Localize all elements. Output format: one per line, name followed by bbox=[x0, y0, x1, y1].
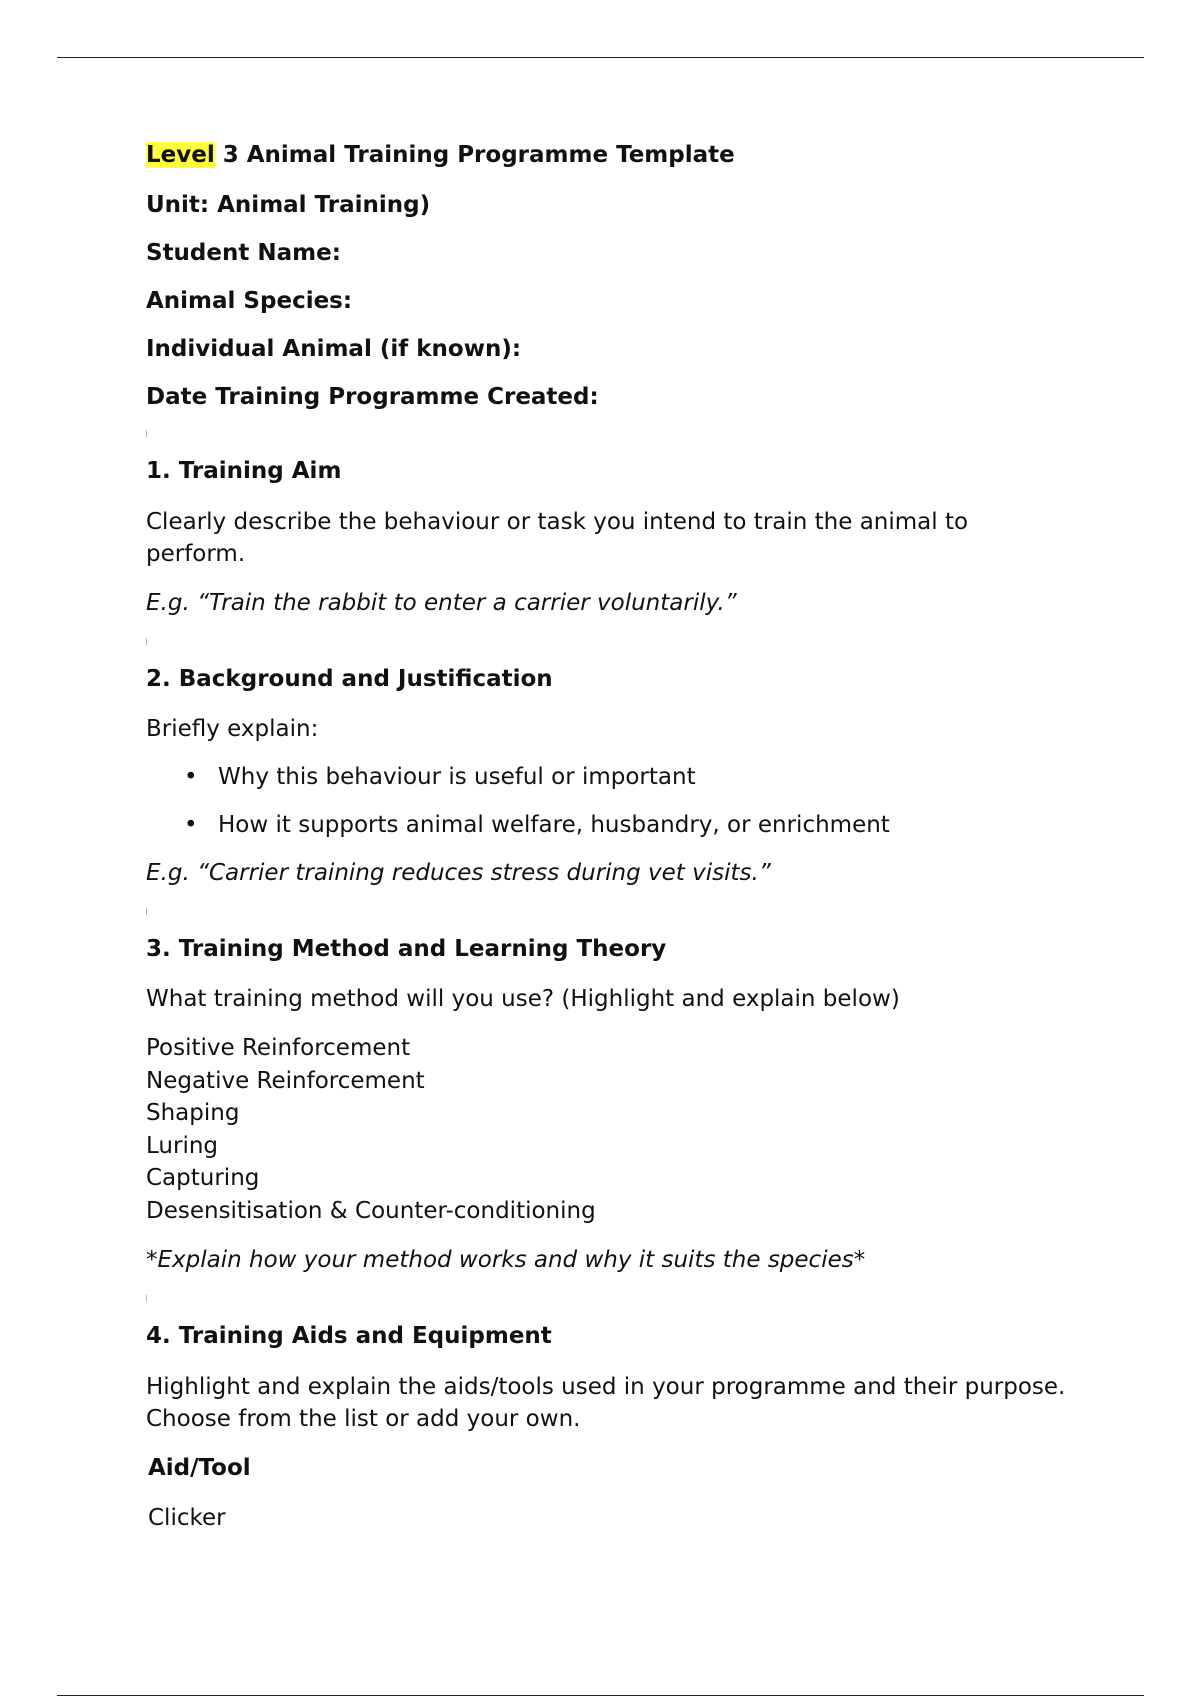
list-item bbox=[146, 762, 1066, 792]
bullet-text: How it supports animal welfare, husbandry, or enrichment bbox=[218, 812, 890, 838]
list-item: Shaping bbox=[146, 1100, 240, 1126]
list-item: Desensitisation & Counter-conditioning bbox=[146, 1197, 596, 1224]
field-animal-species: Animal Species: bbox=[146, 288, 353, 314]
document-title bbox=[146, 140, 1066, 170]
paragraph-marker bbox=[146, 908, 147, 915]
title-rest: 3 Animal Training Programme Template bbox=[214, 142, 735, 168]
paragraph-marker bbox=[146, 638, 147, 645]
section4-body: Highlight and explain the aids/tools used in your programme and their purpose. Choose from the list or add your own. bbox=[146, 1374, 1066, 1432]
section2-bullet-list bbox=[146, 762, 1066, 840]
list-item bbox=[146, 810, 1066, 840]
method-list bbox=[146, 1032, 1066, 1227]
header-rule bbox=[57, 57, 1144, 58]
list-item: Negative Reinforcement bbox=[146, 1067, 425, 1094]
section1-example: E.g. “Train the rabbit to enter a carrier voluntarily.” bbox=[146, 590, 737, 616]
aids-table bbox=[148, 1453, 1066, 1533]
field-individual-animal: Individual Animal (if known): bbox=[146, 336, 522, 362]
aids-table-header: Aid/Tool bbox=[148, 1455, 251, 1481]
table-row: Clicker bbox=[148, 1505, 226, 1531]
document-page bbox=[146, 140, 1066, 1533]
section3-note: *Explain how your method works and why it suits the species* bbox=[146, 1247, 866, 1273]
list-item: Capturing bbox=[146, 1165, 260, 1191]
footer-rule bbox=[57, 1695, 1144, 1696]
paragraph-marker bbox=[146, 430, 147, 437]
bullet-icon: • bbox=[184, 812, 198, 838]
list-item: Luring bbox=[146, 1132, 219, 1159]
field-student-name: Student Name: bbox=[146, 240, 341, 266]
section2-example: E.g. “Carrier training reduces stress during vet visits.” bbox=[146, 860, 771, 886]
section1-heading: 1. Training Aim bbox=[146, 458, 342, 484]
section3-heading: 3. Training Method and Learning Theory bbox=[146, 936, 667, 962]
paragraph-marker bbox=[146, 1295, 147, 1302]
section1-body: Clearly describe the behaviour or task you intend to train the animal to perform. bbox=[146, 509, 969, 567]
field-unit: Unit: Animal Training) bbox=[146, 192, 431, 218]
bullet-text: Why this behaviour is useful or important bbox=[218, 764, 696, 790]
title-highlight: Level bbox=[146, 142, 215, 168]
section2-heading: 2. Background and Justification bbox=[146, 666, 553, 692]
section4-heading: 4. Training Aids and Equipment bbox=[146, 1323, 552, 1349]
field-date-created: Date Training Programme Created: bbox=[146, 384, 599, 410]
list-item: Positive Reinforcement bbox=[146, 1035, 411, 1061]
section2-intro: Briefly explain: bbox=[146, 716, 319, 742]
bullet-icon: • bbox=[184, 764, 198, 790]
section3-question: What training method will you use? (Highlight and explain below) bbox=[146, 986, 900, 1012]
